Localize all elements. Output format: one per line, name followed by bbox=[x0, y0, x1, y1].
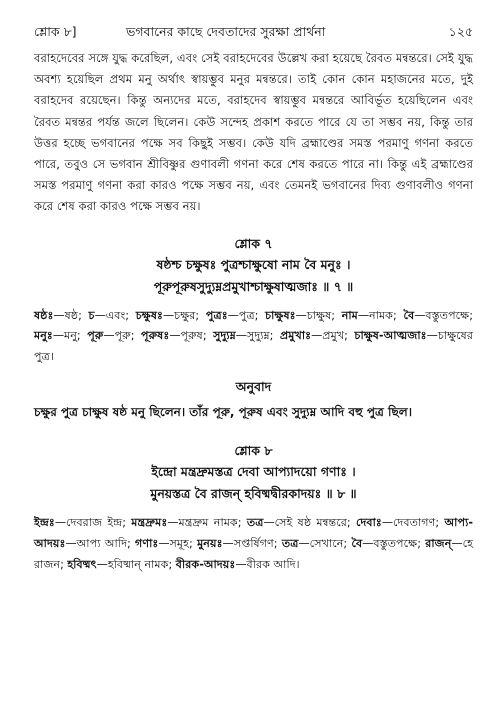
verse8-synonym-meaning: —সমূহ; bbox=[158, 537, 198, 550]
verse8-synonym-meaning: —দেবতাগণ; bbox=[381, 516, 445, 530]
verse7-synonym-meaning: —চাক্ষুষের পুত্র। bbox=[34, 329, 473, 363]
verse8-synonym-meaning: —সেখানে; bbox=[298, 537, 352, 550]
verse8-synonym-word: মুনয়ঃ bbox=[197, 537, 223, 550]
verse-7-synonyms bbox=[34, 306, 473, 368]
header-chapter-title: ভগবানের কাছে দেবতাদের সুরক্ষা প্রার্থনা bbox=[126, 24, 326, 39]
verse8-synonym-word: আপ্য-আদয়ঃ bbox=[34, 516, 473, 550]
verse7-synonym-meaning: —এবং; bbox=[94, 308, 136, 322]
verse7-synonym-meaning: —সুদ্যুম্ন; bbox=[235, 329, 280, 343]
verse8-synonym-word: তত্র bbox=[281, 537, 299, 550]
verse7-synonym-word: বৈ bbox=[403, 308, 415, 322]
verse7-synonym-meaning: —বস্তুতপক্ষে; bbox=[414, 308, 473, 322]
verse7-synonym-word: পূরু bbox=[87, 329, 104, 343]
verse7-synonym-word: চ bbox=[88, 308, 95, 322]
verse7-synonym-meaning: —মনু; bbox=[52, 329, 88, 343]
verse-8-title: শ্লোক ৮ bbox=[234, 443, 273, 459]
verse8-synonym-word: রাজন্ bbox=[425, 537, 452, 550]
purport-paragraph: বরাহদেবের সঙ্গে যুদ্ধ করেছিল, এবং সেই বরাহদেবের উল্লেখ করা হয়েছে রৈবত মন্বন্তরে। সেই যুদ্ধ অবশ্য হয়েছিল প্রথম মনু অর্থাৎ স্বায়ম্ভুব মনুর মন্বন্তরে। তাই কোন কোন মহাজনের মতে, দুই বরাহদেব রয়েছেন। কিন্তু অন্যদের মতে, বরাহদেব স্বায়ম্ভুব মন্বন্তরে আবির্ভূত হয়েছিলেন এবং রৈবত মন্বন্তর পর্যন্ত জলে ছিলেন। কেউ সন্দেহ প্রকাশ করতে পারে যে তা সম্ভব নয়, কিন্তু তার উত্তর হচ্ছে ভগবানের পক্ষে সব কিছুই সম্ভব। কেউ যদি ব্রহ্মাণ্ডের সমস্ত পরমাণু গণনা করতে পারে, তবুও সে ভগবান শ্রীবিষ্ণুর গুণাবলী গণনা করে শেষ করতে পারে না। কিন্তু এই ব্রহ্মাণ্ডের সমস্ত পরমাণু গণনা করা কারও পক্ষে সম্ভব নয়, এবং তেমনই ভগবানের দিব্য গুণাবলীও গণনা করে শেষ করা কারও পক্ষে সম্ভব নয়। bbox=[34, 51, 473, 214]
verse7-synonym-meaning: —ষষ্ঠ; bbox=[53, 308, 89, 322]
verse8-synonym-word: হবিষ্মৎ bbox=[67, 557, 97, 571]
verse8-synonym-meaning: —বস্তুতপক্ষে; bbox=[362, 537, 426, 550]
verse8-synonym-word: বীরক-আদয়ঃ bbox=[175, 557, 236, 571]
verse7-synonym-word: সুদ্যুম্ন bbox=[213, 329, 236, 343]
verse8-synonym-meaning: —আপ্য আদি; bbox=[65, 537, 136, 550]
verse7-synonym-word: চাক্ষুষ-আত্মজাঃ bbox=[354, 329, 427, 343]
verse7-synonym-meaning: —পুত্র; bbox=[227, 308, 266, 322]
verse8-synonym-word: মন্ত্রদ্রুমঃ bbox=[131, 516, 168, 530]
verse7-synonym-word: চক্ষুষঃ bbox=[135, 308, 163, 322]
verse-8-line-2: মুনয়স্তত্র বৈ রাজন্ হবিষ্মদ্বীরকাদয়ঃ ॥ ৮ ॥ bbox=[150, 486, 357, 502]
verse8-synonym-word: দেবাঃ bbox=[355, 516, 382, 530]
verse7-synonym-word: পূরুষঃ bbox=[141, 329, 170, 343]
page-number: ১২৫ bbox=[448, 24, 473, 39]
verse7-synonym-meaning: —চক্ষুর; bbox=[162, 308, 206, 322]
verse-7-line-2: পূরুপূরুষসুদ্যুম্নপ্রমুখাশ্চাক্ষুষাত্মজাঃ ॥ ৭ ॥ bbox=[153, 278, 354, 294]
verse-7-line-1: ষষ্ঠশ্চ চক্ষুষঃ পুত্রশ্চাক্ষুষো নাম বৈ মনুঃ । bbox=[156, 256, 351, 272]
verse8-synonym-meaning: —সেই ষষ্ঠ মন্বন্তরে; bbox=[263, 516, 356, 530]
verse7-synonym-meaning: —প্রমুখ; bbox=[311, 329, 355, 343]
verse7-synonym-word: চাক্ষুষঃ bbox=[265, 308, 296, 322]
verse7-synonym-word: ষষ্ঠঃ bbox=[34, 308, 54, 322]
verse8-synonym-word: ইন্দ্রঃ bbox=[34, 516, 55, 530]
verse-7-title: শ্লোক ৭ bbox=[234, 235, 273, 251]
page-header bbox=[34, 20, 473, 42]
verse7-synonym-word: প্রমুখাঃ bbox=[279, 329, 312, 343]
verse-8-synonyms bbox=[34, 513, 473, 575]
verse7-synonym-word: পুত্রঃ bbox=[205, 308, 228, 322]
verse8-synonym-meaning: —বীরক আদি। bbox=[235, 557, 300, 571]
verse8-synonym-word: তত্র bbox=[246, 516, 264, 530]
verse8-synonym-word: গণাঃ bbox=[135, 537, 159, 550]
verse7-synonym-word: মনুঃ bbox=[34, 329, 53, 343]
verse8-synonym-meaning: —সপ্তর্ষিগণ; bbox=[222, 537, 282, 550]
verse8-synonym-meaning: —হবিষ্মান্ নামক; bbox=[96, 557, 176, 571]
verse8-synonym-meaning: —দেবরাজ ইন্দ্র; bbox=[54, 516, 132, 530]
verse-7-translation-title: অনুবাদ bbox=[235, 379, 272, 395]
verse7-synonym-word: নাম bbox=[341, 308, 358, 322]
verse7-synonym-meaning: —চাক্ষুষ; bbox=[295, 308, 342, 322]
verse-8-line-1: ইন্দ্রো মন্ত্রদ্রুমস্তত্র দেবা আপ্যাদয়ো গণাঃ । bbox=[151, 464, 356, 480]
verse7-synonym-meaning: —পূরুষ; bbox=[169, 329, 214, 343]
verse7-synonym-meaning: —পূরু; bbox=[103, 329, 141, 343]
header-verse-ref: শ্লোক ৮] bbox=[34, 24, 77, 39]
verse7-synonym-meaning: —নামক; bbox=[357, 308, 404, 322]
verse-7-translation: চক্ষুর পুত্র চাক্ষুষ ষষ্ঠ মনু ছিলেন। তাঁর পূরু, পূরুষ এবং সুদ্যুম্ন আদি বহু পুত্র ছিল। bbox=[34, 405, 412, 420]
verse8-synonym-word: বৈ bbox=[351, 537, 363, 550]
verse8-synonym-meaning: —মন্ত্রদ্রুম নামক; bbox=[167, 516, 247, 530]
verse8-synonym-meaning: —হে রাজন; bbox=[34, 537, 473, 571]
